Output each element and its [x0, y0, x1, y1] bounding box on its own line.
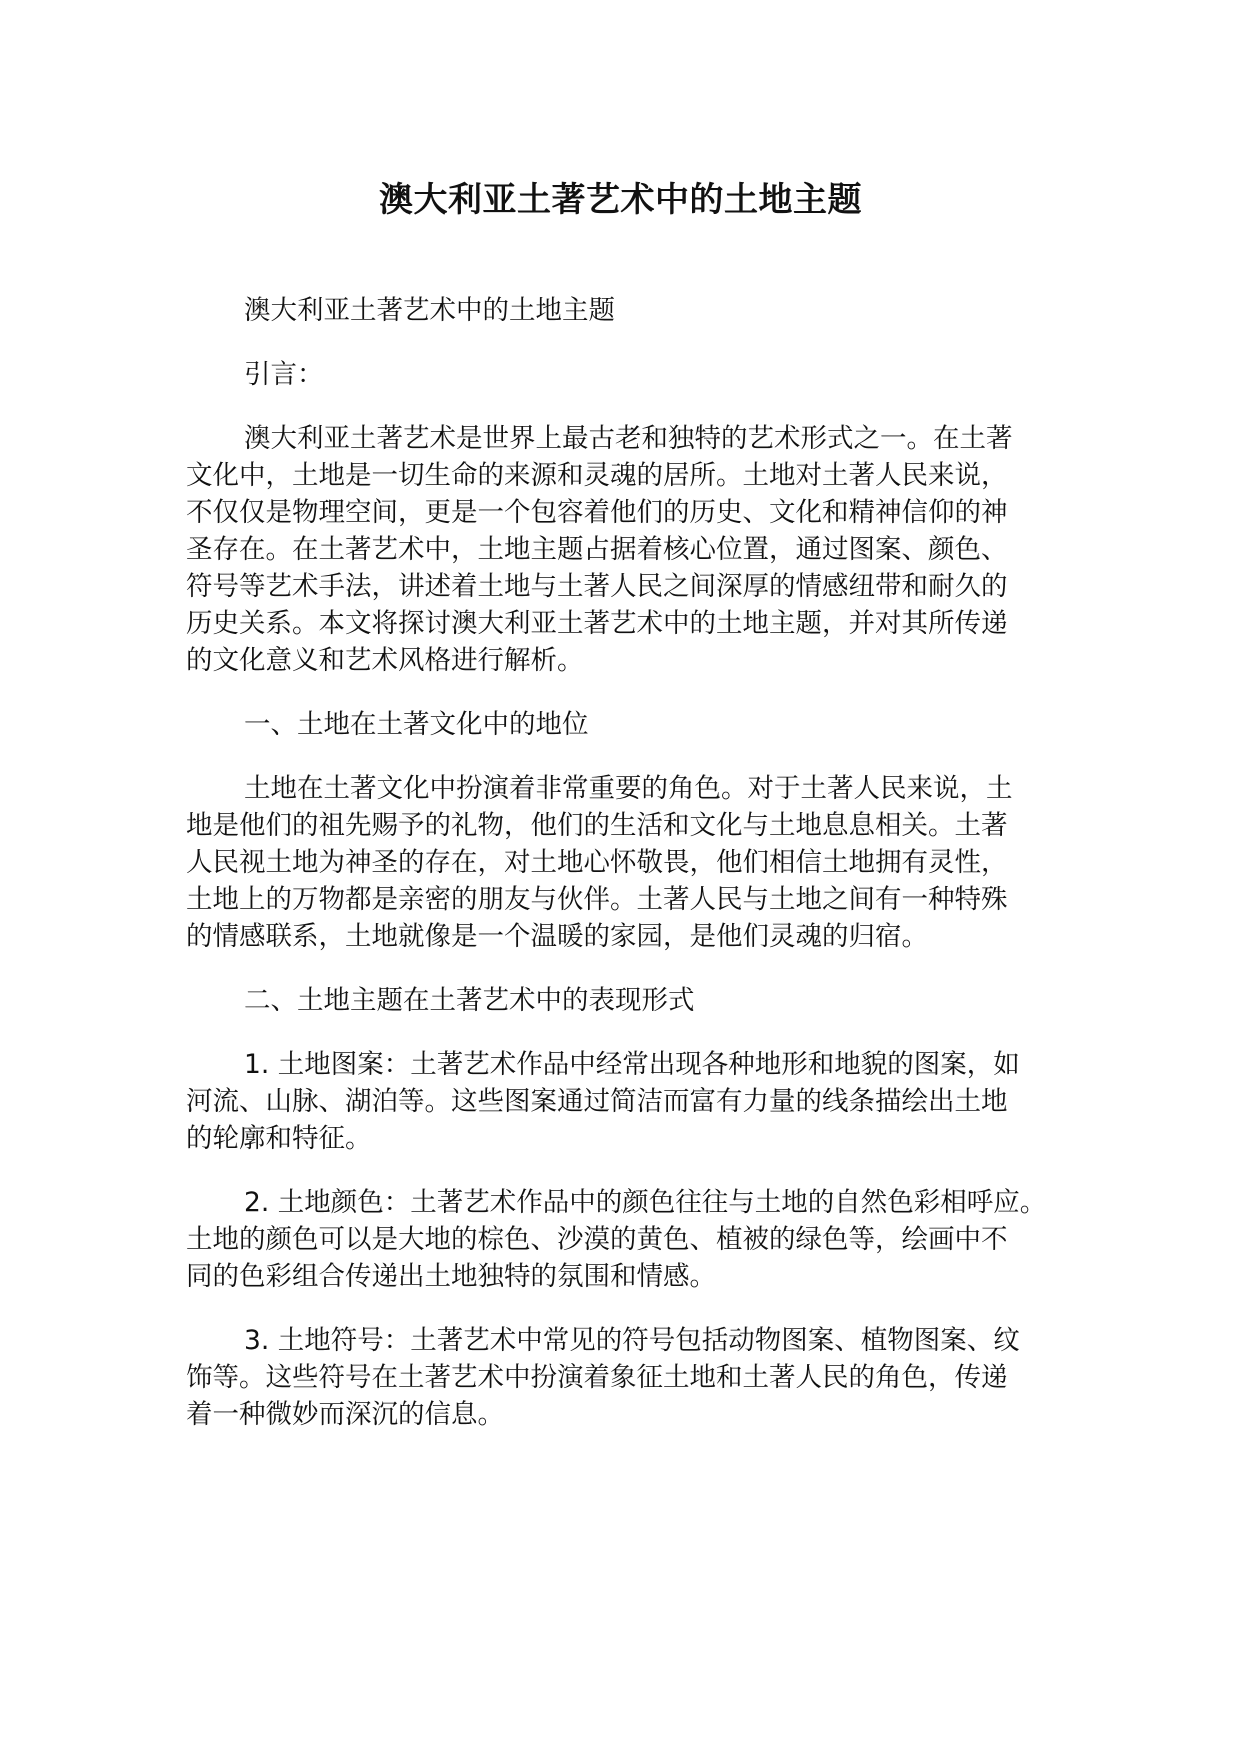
text-line: 一、土地在土著文化中的地位 — [244, 709, 589, 740]
text-line: 引言： — [244, 359, 324, 390]
text-line: 地是他们的祖先赐予的礼物，他们的生活和文化与土地息息相关。土著 — [186, 810, 1008, 841]
intro-paragraph — [186, 420, 1034, 679]
text-line: 饰等。这些符号在土著艺术中扮演着象征土地和土著人民的角色，传递 — [186, 1362, 1008, 1393]
section-1-paragraph — [186, 770, 1034, 955]
text-line: 2. 土地颜色：土著艺术作品中的颜色往往与土地的自然色彩相呼应。 — [244, 1187, 1047, 1218]
text-line: 不仅仅是物理空间，更是一个包容着他们的历史、文化和精神信仰的神 — [186, 497, 1008, 528]
text-line: 历史关系。本文将探讨澳大利亚土著艺术中的土地主题，并对其所传递 — [186, 608, 1008, 639]
text-line: 人民视土地为神圣的存在，对土地心怀敬畏，他们相信土地拥有灵性， — [186, 847, 1008, 878]
text-line: 土地上的万物都是亲密的朋友与伙伴。土著人民与土地之间有一种特殊 — [186, 884, 1008, 915]
document-title: 澳大利亚土著艺术中的土地主题 — [379, 180, 862, 220]
text-line: 的情感联系，土地就像是一个温暖的家园，是他们灵魂的归宿。 — [186, 921, 928, 952]
text-line: 同的色彩组合传递出土地独特的氛围和情感。 — [186, 1261, 716, 1292]
document-body — [186, 292, 1047, 1460]
intro-label — [186, 356, 1034, 393]
section-heading — [186, 982, 1034, 1019]
text-line: 1. 土地图案：土著艺术作品中经常出现各种地形和地貌的图案，如 — [244, 1049, 1020, 1080]
section-heading — [186, 706, 1034, 743]
text-line: 3. 土地符号：土著艺术中常见的符号包括动物图案、植物图案、纹 — [244, 1325, 1020, 1356]
item-1-paragraph — [186, 1046, 1034, 1157]
text-line: 着一种微妙而深沉的信息。 — [186, 1399, 504, 1430]
text-line: 的文化意义和艺术风格进行解析。 — [186, 645, 584, 676]
text-line: 土地的颜色可以是大地的棕色、沙漠的黄色、植被的绿色等，绘画中不 — [186, 1224, 1008, 1255]
text-line: 河流、山脉、湖泊等。这些图案通过简洁而富有力量的线条描绘出土地 — [186, 1086, 1008, 1117]
text-line: 澳大利亚土著艺术是世界上最古老和独特的艺术形式之一。在土著 — [244, 423, 1013, 454]
text-line: 圣存在。在土著艺术中，土地主题占据着核心位置，通过图案、颜色、 — [186, 534, 1008, 565]
text-line: 二、土地主题在土著艺术中的表现形式 — [244, 985, 695, 1016]
text-line: 文化中，土地是一切生命的来源和灵魂的居所。土地对土著人民来说， — [186, 460, 1008, 491]
item-2-paragraph — [186, 1184, 1047, 1295]
text-line: 澳大利亚土著艺术中的土地主题 — [244, 295, 615, 326]
text-line: 符号等艺术手法，讲述着土地与土著人民之间深厚的情感纽带和耐久的 — [186, 571, 1008, 602]
item-3-paragraph — [186, 1322, 1034, 1433]
subtitle-paragraph — [186, 292, 1034, 329]
text-line: 的轮廓和特征。 — [186, 1123, 372, 1154]
text-line: 土地在土著文化中扮演着非常重要的角色。对于土著人民来说，土 — [244, 773, 1013, 804]
